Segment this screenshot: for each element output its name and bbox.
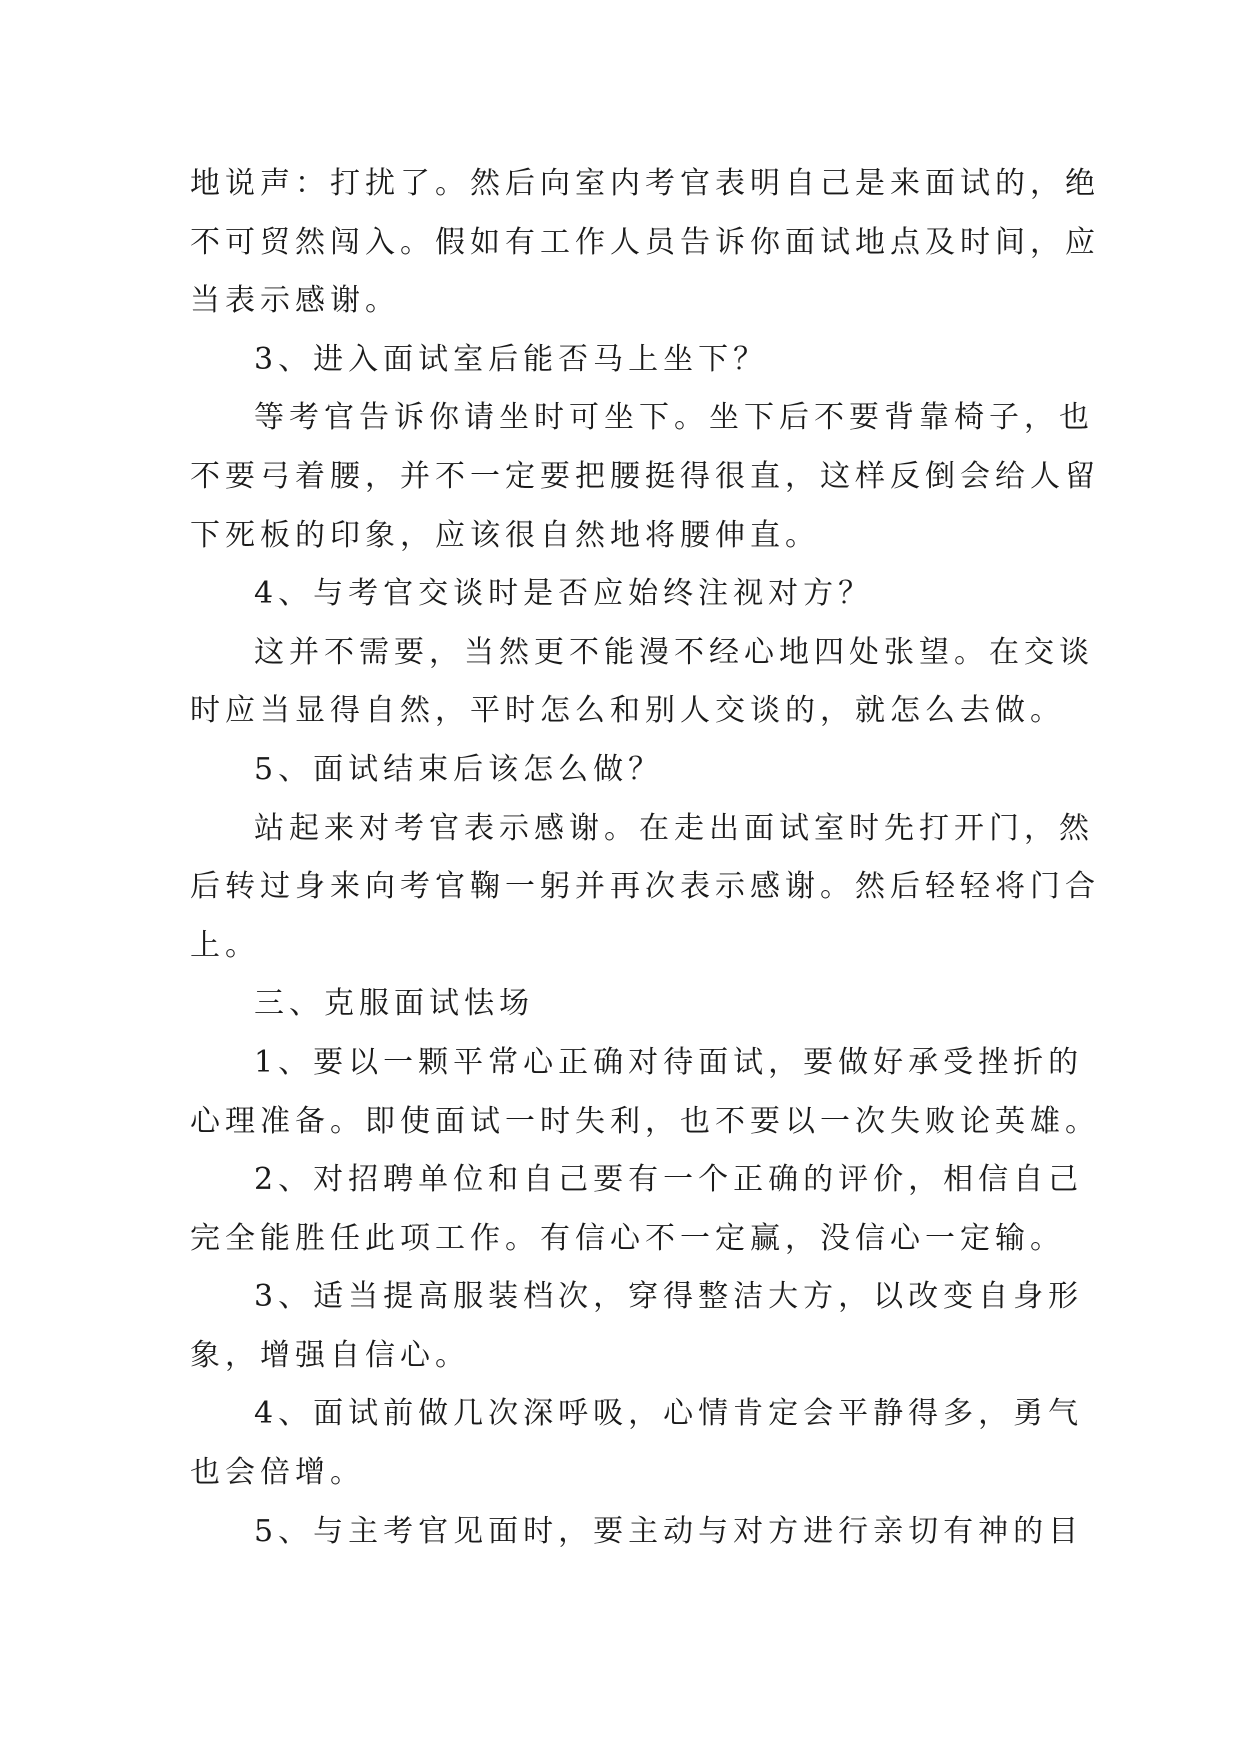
text-line: 时应当显得自然，平时怎么和别人交谈的，就怎么去做。 (190, 693, 1065, 729)
document-body (190, 155, 1100, 1561)
text-line: 上。 (190, 927, 260, 963)
question-heading: 3、进入面试室后能否马上坐下？ (254, 341, 769, 377)
text-line: 等考官告诉你请坐时可坐下。坐下后不要背靠椅子，也 (254, 400, 1094, 436)
text-line: 下死板的印象，应该很自然地将腰伸直。 (190, 517, 820, 553)
text-line: 地说声：打扰了。然后向室内考官表明自己是来面试的，绝 (190, 166, 1100, 201)
text-line: 象，增强自信心。 (190, 1337, 470, 1373)
section-heading: 三、克服面试怯场 (254, 986, 534, 1022)
text-line: 3、适当提高服装档次，穿得整洁大方，以改变自身形 (254, 1279, 1084, 1315)
text-line: 站起来对考官表示感谢。在走出面试室时先打开门，然 (254, 810, 1094, 846)
text-line: 不可贸然闯入。假如有工作人员告诉你面试地点及时间，应 (190, 224, 1100, 260)
text-line: 完全能胜任此项工作。有信心不一定赢，没信心一定输。 (190, 1220, 1065, 1256)
text-line: 这并不需要，当然更不能漫不经心地四处张望。在交谈 (254, 634, 1094, 670)
text-line: 不要弓着腰，并不一定要把腰挺得很直，这样反倒会给人留 (190, 458, 1100, 494)
text-line: 当表示感谢。 (190, 283, 400, 319)
text-line: 4、面试前做几次深呼吸，心情肯定会平静得多，勇气 (254, 1396, 1084, 1432)
text-line: 后转过身来向考官鞠一躬并再次表示感谢。然后轻轻将门合 (190, 869, 1100, 905)
text-line: 也会倍增。 (190, 1455, 365, 1491)
text-line: 5、与主考官见面时，要主动与对方进行亲切有神的目 (254, 1513, 1084, 1549)
question-heading: 4、与考官交谈时是否应始终注视对方？ (254, 576, 874, 612)
text-line: 1、要以一颗平常心正确对待面试，要做好承受挫折的 (254, 1044, 1084, 1080)
question-heading: 5、面试结束后该怎么做？ (254, 751, 664, 787)
text-line: 心理准备。即使面试一时失利，也不要以一次失败论英雄。 (190, 1103, 1100, 1139)
text-line: 2、对招聘单位和自己要有一个正确的评价，相信自己 (254, 1162, 1084, 1198)
